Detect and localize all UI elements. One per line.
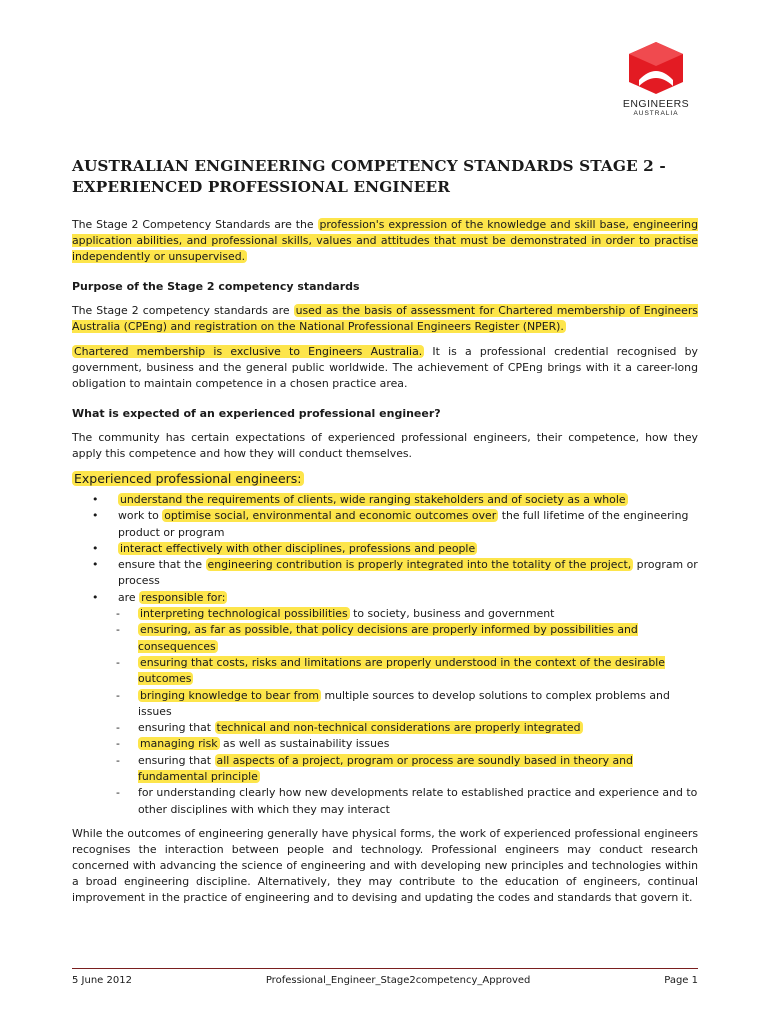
item-text: ensuring that [138,721,215,735]
logo-text-australia: AUSTRALIA [633,110,679,117]
list-item [72,508,698,541]
expectations-list [72,492,698,818]
highlight: Chartered membership is exclusive to Engineers Australia. [74,345,423,358]
list-item [118,688,698,721]
highlight: interact effectively with other disciplines, professions and people [120,541,476,555]
responsibilities-list [118,606,698,818]
chartered-paragraph [72,344,698,392]
list-item [118,753,698,786]
highlight: bringing knowledge to bear from [140,688,319,702]
footer-page-number: Page 1 [664,975,698,986]
intro-paragraph [72,217,698,265]
item-text: ensure that the [118,558,206,572]
chartered-text: It is a professional credential recognised by government, business and the general public worldwide. The achievement of CPEng brings with it a career-long obligation to maintain competence in a chosen practice area. [72,345,698,390]
highlight: technical and non-technical considerations are properly integrated [216,721,581,735]
purpose-paragraph [72,303,698,335]
highlight: profession's expression of the knowledge and skill base, engineering application abilities, and professional skills, values and attitudes that must be demonstrated in order to practise independently or unsupervised. [72,218,698,263]
item-text: work to [118,509,163,523]
footer-date: 5 June 2012 [72,975,132,986]
hexagon-logo-icon [625,40,687,96]
list-item [72,590,698,818]
dash-marker: - [116,786,120,800]
highlight: ensuring, as far as possible, that policy decisions are properly informed by possibilities and consequences [138,623,638,653]
logo-text-engineers: ENGINEERS [622,98,690,110]
item-text: multiple sources to develop solutions to complex problems and issues [138,688,670,718]
outcomes-paragraph: While the outcomes of engineering generally have physical forms, the work of experienced professional engineers recognises the interaction between people and technology. Professional engineers may conduct research concerned with advancing the science of engineering and with developing new principles and technologies within a broad engineering discipline. Alternatively, they may contribute to the education of engineers, continual improvement in the practice of engineering and to devising and updating the codes and standards that govern it. [72,826,698,904]
highlight: managing risk [140,737,218,751]
expected-heading: What is expected of an experienced professional engineer? [72,407,441,420]
highlight: interpreting technological possibilities [140,607,348,621]
document-body [72,156,698,915]
item-text: ensuring that [138,753,215,767]
bullet-marker: • [92,590,99,604]
item-text: are [118,590,140,604]
purpose-text: The Stage 2 competency standards are [72,304,294,317]
highlight: ensuring that costs, risks and limitations are properly understood in the context of the desirable outcomes [138,655,666,686]
intro-text: The Stage 2 Competency Standards are the [72,218,318,231]
item-text: for understanding clearly how new developments relate to established practice and experience and to other disciplines with which they may interact [138,786,698,816]
bullet-marker: • [92,541,99,555]
highlight: understand the requirements of clients, wide ranging stakeholders and of society as a whole [120,493,626,506]
bullet-marker: • [92,558,99,572]
highlight: all aspects of a project, program or process are soundly based in theory and fundamental principle [138,753,633,784]
list-item [72,541,698,557]
highlight: used as the basis of assessment for Chartered membership of Engineers Australia (CPEng) and registration on the National Professional Engineers Register (NPER). [72,304,698,333]
epe-heading [72,471,698,486]
list-item [118,622,698,655]
highlight: responsible for: [141,590,226,604]
dash-marker: - [116,623,120,637]
title-line-2: EXPERIENCED PROFESSIONAL ENGINEER [72,178,451,196]
highlight: engineering contribution is properly integrated into the totality of the project, [207,558,632,572]
dash-marker: - [116,607,120,621]
engineers-australia-logo [608,40,704,126]
footer-document-name: Professional_Engineer_Stage2competency_Approved [265,975,531,986]
dash-marker: - [116,721,120,735]
dash-marker: - [116,655,120,669]
purpose-heading: Purpose of the Stage 2 competency standards [72,280,360,293]
list-item [118,720,698,736]
list-item [72,557,698,590]
document-title [72,156,698,198]
list-item [118,785,698,818]
title-line-1: AUSTRALIAN ENGINEERING COMPETENCY STANDARDS STAGE 2 - [72,157,666,175]
community-paragraph: The community has certain expectations of experienced professional engineers, their competence, how they apply this competence and how they will conduct themselves. [72,431,698,460]
dash-marker: - [116,737,120,751]
item-text: program or process [118,558,698,588]
item-text: to society, business and government [349,607,555,621]
dash-marker: - [116,688,120,702]
item-text: the full lifetime of the engineering product or program [118,509,689,539]
bullet-marker: • [92,493,99,506]
list-item [118,606,698,622]
highlight: Experienced professional engineers: [74,471,302,486]
list-item [118,736,698,752]
list-item [118,655,698,688]
list-item [72,492,698,508]
item-text: as well as sustainability issues [219,737,390,751]
page-footer [72,968,698,986]
dash-marker: - [116,753,120,767]
bullet-marker: • [92,509,99,523]
highlight: optimise social, environmental and economic outcomes over [164,509,497,523]
